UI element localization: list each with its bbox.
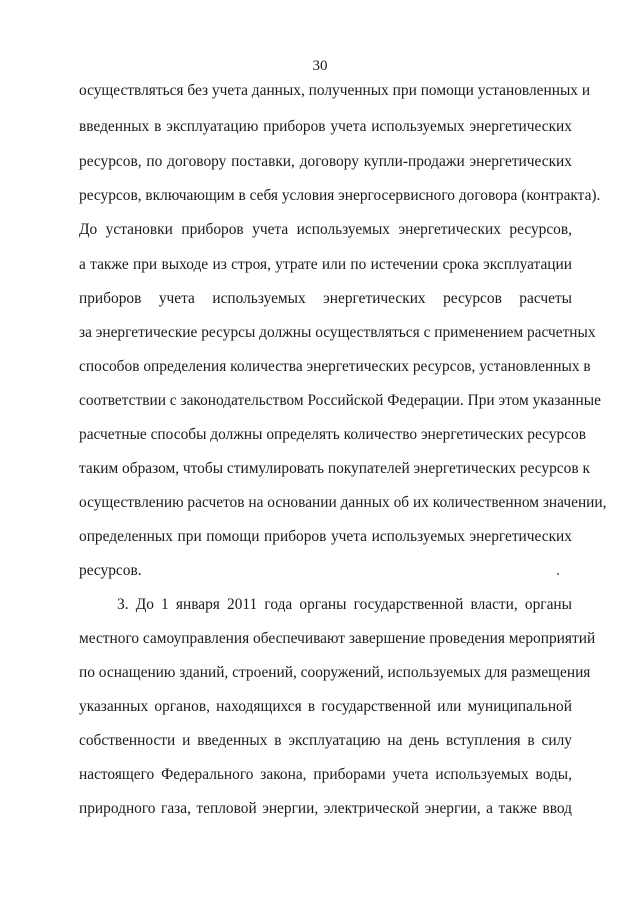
text-line: До установки приборов учета используемых энергетических ресурсов,	[79, 221, 572, 238]
text-line: за энергетические ресурсы должны осуществляться с применением расчетных	[79, 324, 596, 341]
text-line: настоящего Федерального закона, приборами учета используемых воды,	[79, 766, 572, 783]
text-line: 3. До 1 января 2011 года органы государственной власти, органы	[117, 596, 572, 613]
text-line: соответствии с законодательством Российской Федерации. При этом указанные	[79, 392, 601, 409]
text-line: ресурсов.	[79, 562, 142, 579]
text-line: осуществлению расчетов на основании данных об их количественном значении,	[79, 494, 607, 511]
text-line: ресурсов, по договору поставки, договору купли-продажи энергетических	[79, 153, 572, 170]
text-line: осуществляться без учета данных, полученных при помощи установленных и	[79, 82, 591, 99]
text-line: указанных органов, находящихся в государственной или муниципальной	[79, 698, 572, 715]
text-line: способов определения количества энергетических ресурсов, установленных в	[79, 358, 591, 375]
text-line: введенных в эксплуатацию приборов учета используемых энергетических	[79, 118, 572, 135]
scan-speck	[557, 573, 559, 575]
text-line: приборов учета используемых энергетических ресурсов расчеты	[79, 290, 572, 307]
text-line: определенных при помощи приборов учета используемых энергетических	[79, 528, 572, 545]
text-line: таким образом, чтобы стимулировать покупателей энергетических ресурсов к	[79, 460, 590, 477]
text-line: расчетные способы должны определять количество энергетических ресурсов	[79, 426, 586, 443]
text-line: местного самоуправления обеспечивают завершение проведения мероприятий	[79, 630, 596, 647]
text-line: ресурсов, включающим в себя условия энергосервисного договора (контракта).	[79, 187, 601, 204]
text-line: а также при выходе из строя, утрате или по истечении срока эксплуатации	[79, 256, 572, 273]
text-line: по оснащению зданий, строений, сооружений, используемых для размещения	[79, 664, 591, 681]
page-number: 30	[312, 58, 328, 74]
text-line: природного газа, тепловой энергии, электрической энергии, а также ввод	[79, 800, 572, 817]
text-line: собственности и введенных в эксплуатацию на день вступления в силу	[79, 732, 572, 749]
